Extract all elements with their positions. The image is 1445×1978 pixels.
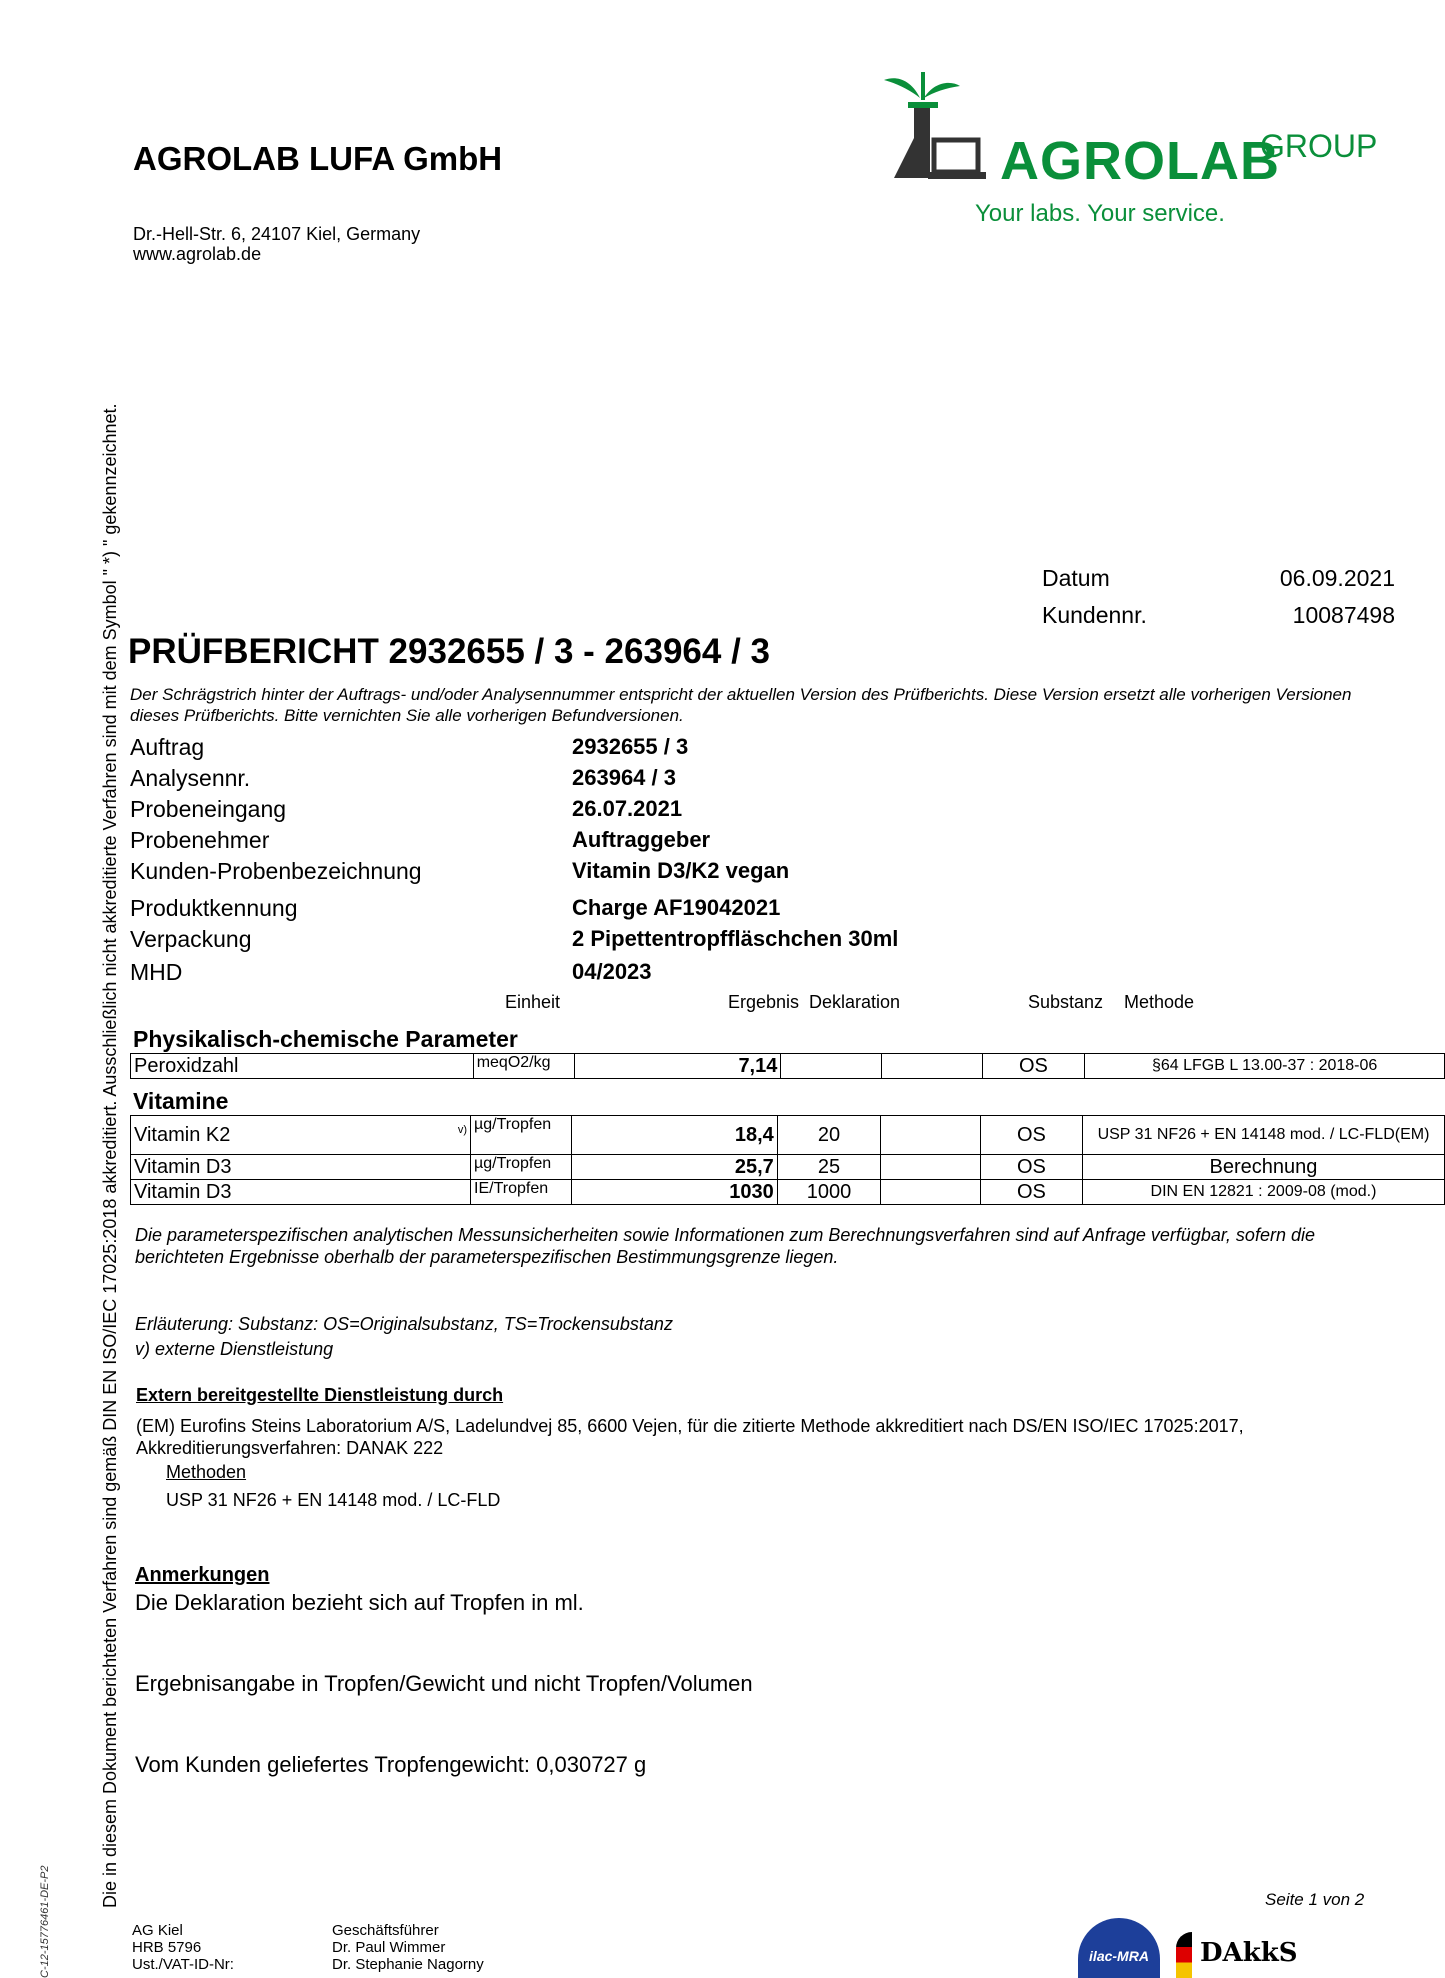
accreditation-sidebar: Die in diesem Dokument berichteten Verfahren sind gemäß DIN EN ISO/IEC 17025:2018 akkreditiert. Ausschließlich nicht akkreditierte Verfahren sind mit dem Symbol " *) " gekennzeichnet. [100,403,120,1908]
footer-line: Geschäftsführer [332,1922,439,1939]
explanation-line: Erläuterung: Substanz: OS=Originalsubstanz, TS=Trockensubstanz [135,1314,673,1334]
method-cell: USP 31 NF26 + EN 14148 mod. / LC-FLD(EM) [1082,1116,1444,1155]
declaration-cell: 1000 [777,1180,880,1205]
footer-line: Dr. Stephanie Nagorny [332,1956,484,1973]
footer-management [332,1922,484,1973]
methods-heading: Methoden [166,1462,247,1482]
info-label: Verpackung [130,926,252,952]
info-label: Produktkennung [130,895,298,921]
col-result: Ergebnis [728,992,800,1012]
info-value: 26.07.2021 [572,796,683,821]
lab-flask-icon [880,68,1000,188]
info-row [130,827,1130,857]
info-row [130,796,1130,826]
section-title: Physikalisch-chemische Parameter [133,1026,518,1052]
declaration-cell: 20 [777,1116,880,1155]
info-value: Charge AF19042021 [572,895,781,920]
param-cell: Vitamin D3 [131,1180,471,1205]
info-row [130,765,1130,795]
info-row [130,734,1130,764]
declaration-cell [781,1054,882,1079]
external-marker: v) [457,1123,468,1136]
remark-line: Vom Kunden geliefertes Tropfengewicht: 0,030727 g [135,1752,647,1777]
footer-line: Ust./VAT-ID-Nr: [132,1956,234,1973]
substance-cell: OS [982,1054,1085,1079]
brand-slogan: Your labs. Your service. [975,200,1225,227]
website: www.agrolab.de [133,244,262,264]
method-cell: Berechnung [1082,1155,1444,1180]
remark-line: Ergebnisangabe in Tropfen/Gewicht und nicht Tropfen/Volumen [135,1671,753,1696]
uncertainty-note: Die parameterspezifischen analytischen Messunsicherheiten sowie Informationen zum Berechnungsverfahren sind auf Anfrage verfügbar, sofern die berichteten Ergebnisse oberhalb der parameterspezifischen Bestimmungsgrenze liegen. [135,1225,1315,1267]
info-value: Auftraggeber [572,827,711,852]
address-line: Dr.-Hell-Str. 6, 24107 Kiel, Germany [133,224,421,244]
unit-cell: µg/Tropfen [471,1116,572,1155]
empty-cell [881,1180,981,1205]
info-row [130,926,1130,956]
info-label: MHD [130,959,183,985]
empty-cell [881,1116,981,1155]
info-value: Vitamin D3/K2 vegan [572,858,790,883]
info-label: Analysennr. [130,765,251,791]
company-name: AGROLAB LUFA GmbH [133,140,503,177]
results-table-vitamins [130,1115,1445,1205]
table-row [131,1155,1445,1180]
table-row [131,1054,1445,1079]
substance-cell: OS [980,1116,1082,1155]
empty-cell [881,1155,981,1180]
ilac-mra-logo [1078,1918,1160,1978]
info-row [130,959,1130,989]
brand-name: AGROLAB [1000,131,1280,191]
col-unit: Einheit [505,992,561,1012]
dakks-label: DAkkS [1200,1938,1298,1968]
method-cell: §64 LFGB L 13.00-37 : 2018-06 [1085,1054,1445,1079]
footer-line: Dr. Paul Wimmer [332,1939,446,1956]
brand-suffix: GROUP [1260,128,1378,164]
footer-line: AG Kiel [132,1922,183,1939]
col-method: Methode [1124,992,1195,1012]
document-id: C-12-15776461-DE-P2 [39,1865,51,1978]
methods-text: USP 31 NF26 + EN 14148 mod. / LC-FLD [166,1490,501,1510]
result-cell: 7,14 [575,1054,781,1079]
unit-cell: IE/Tropfen [471,1180,572,1205]
section-title: Vitamine [133,1088,229,1114]
info-label: Kunden-Probenbezeichnung [130,858,422,884]
info-value: 263964 / 3 [572,765,676,790]
unit-cell: meqO2/kg [473,1054,574,1079]
param-cell: Peroxidzahl [131,1054,474,1079]
info-value: 2932655 / 3 [572,734,689,759]
company-address [133,224,420,264]
info-row [130,858,1130,888]
result-cell: 18,4 [572,1116,777,1155]
info-value: 2 Pipettentropffläschchen 30ml [572,926,899,951]
ilac-label: ilac-MRA [1089,1948,1149,1964]
footer-line: HRB 5796 [132,1939,202,1956]
results-table-physchem [130,1053,1445,1079]
info-label: Probeneingang [130,796,287,822]
param-cell [131,1116,471,1155]
declaration-cell: 25 [777,1155,880,1180]
table-row [131,1180,1445,1205]
external-heading: Extern bereitgestellte Dienstleistung durch [136,1385,504,1405]
report-title: PRÜFBERICHT 2932655 / 3 - 263964 / 3 [128,632,770,671]
substance-cell: OS [980,1180,1082,1205]
customer-value: 10087498 [1292,602,1395,628]
remark-line: Die Deklaration bezieht sich auf Tropfen in ml. [135,1590,584,1615]
version-note: Der Schrägstrich hinter der Auftrags- und/oder Analysennummer entspricht der aktuellen Version des Prüfberichts. Diese Version ersetzt alle vorherigen Versionen dieses Prüfberichts. Bitte vernichten Sie alle vorherigen Befundversionen. [130,685,1352,725]
dakks-logo [1176,1918,1296,1978]
customer-label: Kundennr. [1042,602,1147,628]
param-name: Vitamin K2 [134,1123,231,1146]
page-number: Seite 1 von 2 [1265,1890,1365,1909]
empty-cell [881,1054,982,1079]
table-row [131,1116,1445,1155]
info-row [130,895,1130,925]
info-label: Probenehmer [130,827,270,853]
col-declaration: Deklaration [809,992,901,1012]
footer-registry [132,1922,234,1973]
external-text: (EM) Eurofins Steins Laboratorium A/S, Ladelundvej 85, 6600 Vejen, für die zitierte Methode akkreditiert nach DS/EN ISO/IEC 17025:2017, Akkreditierungsverfahren: DANAK 222 [136,1416,1244,1458]
remarks-heading: Anmerkungen [135,1564,270,1586]
explanation-line: v) externe Dienstleistung [135,1339,334,1359]
result-cell: 1030 [572,1180,777,1205]
dakks-flag-icon [1176,1932,1192,1978]
method-cell: DIN EN 12821 : 2009-08 (mod.) [1082,1180,1444,1205]
info-label: Auftrag [130,734,205,760]
unit-cell: µg/Tropfen [471,1155,572,1180]
info-value: 04/2023 [572,959,652,984]
substance-cell: OS [980,1155,1082,1180]
date-value: 06.09.2021 [1279,565,1395,591]
explanation [135,1312,673,1362]
param-cell: Vitamin D3 [131,1155,471,1180]
col-substance: Substanz [1028,992,1104,1012]
result-cell: 25,7 [572,1155,777,1180]
date-label: Datum [1042,565,1110,591]
